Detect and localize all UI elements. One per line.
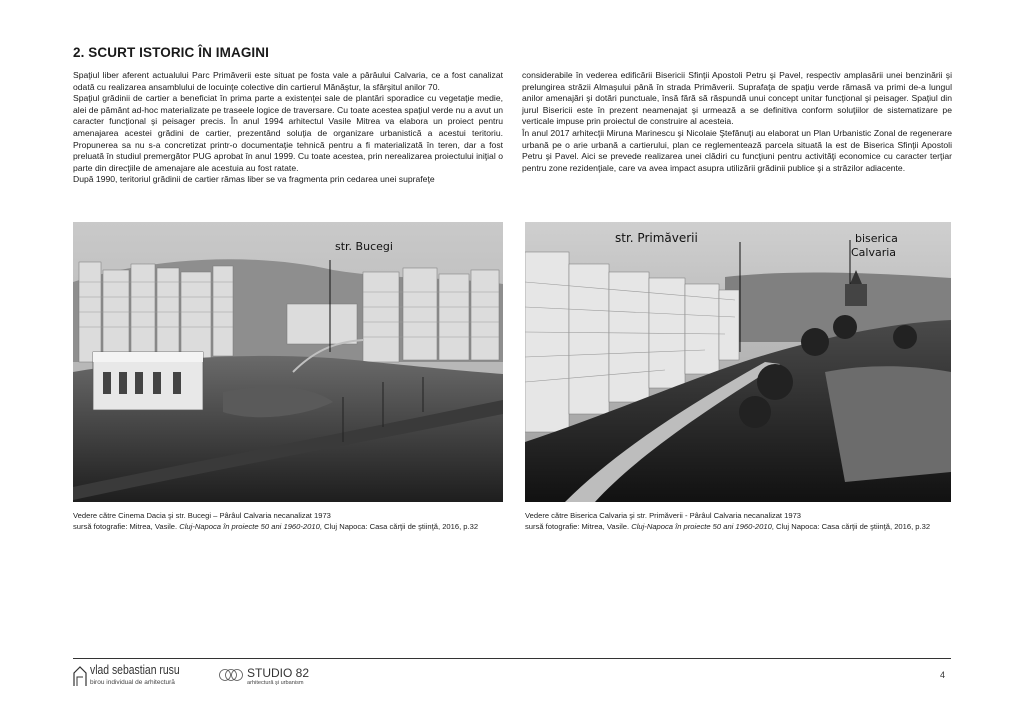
label-str-primaverii: str. Primăverii (615, 231, 698, 245)
caption-right-title: Vedere către Biserica Calvaria şi str. Primăverii - Pârâul Calvaria necanalizat 1973 (525, 511, 802, 520)
text-column-right: considerabile în vederea edificării Bisericii Sfinţii Apostoli Petru şi Pavel, respectiv amplasării unei benzinării şi prelungirea străzii Almaşului până în strada Primăverii. Suprafaţa de spaţiu verde rămasă va primi de-a lungul anilor amenajări şi dotări punctuale, însă fără să răspundă unui concept unitar funcţional şi peisager. Spaţiul din jurul Bisericii este în prezent neamenajat şi urmează a se definitiva conform soluţiilor de sistematizare pe verticale impuse prin proiectul de construire al acesteia. În anul 2017 arhitecţii Miruna Marinescu şi Nicolaie Ştefănuţi au elaborat un Plan Urbanistic Zonal de regenerare urbană pe o arie urbană a cartierului, plan ce reglementează parcela situată la est de Biserica Sfinţii Apostoli Petru şi Pavel. Aici se prevede realizarea unei clădiri cu funcţiuni pentru activităţi economice cu caracter terţiar pentru zone rezidenţiale, care va avea impact asupra utilizării grădinii publice şi a străzilor adiacente. (522, 70, 952, 173)
caption-right-prefix: sursă fotografie: Mitrea, Vasile. (525, 522, 632, 531)
caption-right-book: Cluj-Napoca în proiecte 50 ani 1960-2010 (631, 522, 772, 531)
caption-right-source (525, 521, 965, 532)
photo-cinema-dacia (73, 222, 503, 502)
caption-left-book: Cluj-Napoca în proiecte 50 ani 1960-2010 (179, 522, 320, 531)
caption-left-title: Vedere către Cinema Dacia şi str. Bucegi – Pârâul Calvaria necanalizat 1973 (73, 511, 331, 520)
label-str-bucegi: str. Bucegi (335, 240, 393, 253)
studio-logo (218, 663, 328, 691)
circles-logo-icon (218, 668, 244, 682)
caption-left (73, 510, 513, 532)
page-number: 4 (940, 670, 946, 680)
author-subtitle: birou individual de arhitectură (90, 679, 175, 686)
label-biserica: biserica (855, 232, 898, 245)
studio-subtitle: arhitectură şi urbanism (247, 680, 304, 686)
photo-biserica-calvaria-image (525, 222, 951, 502)
house-logo-icon (73, 665, 87, 687)
author-name: vlad sebastian rusu (90, 662, 180, 677)
caption-left-prefix: sursă fotografie: Mitrea, Vasile. (73, 522, 180, 531)
text-column-left: Spaţiul liber aferent actualului Parc Primăverii este situat pe fosta vale a pârâului Calvaria, ce a fost canalizat odată cu realizarea ansamblului de locuinţe colective din cartierul Mănăştur, la sfârşitul anilor 70. Spaţiul grădinii de cartier a beneficiat în prima parte a existenţei sale de plantări sporadice cu vegetaţie medie, alei de pământ ad-hoc materializate pe traseele logice de traversare. Cu toate acestea spaţiul verde nu a avut un caracter funcţional şi peisager precis. În anul 1994 arhitectul Vasile Mitrea va elabora un proiect pentru amenajarea acestei grădini de cartier, prezentând soluţia de organizare urbanistică a acestui teritoriu. Propunerea sa nu s-a concretizat printr-o documentaţie tehnică pentru a fi materializată în teren, dar a fost preluată în studiul premergător PUG aprobat în anul 1999. Cu toate acestea, prin nerealizarea proiectului iniţial o parte din direcţiile de amenajare ale acestuia au fost ratate. După 1990, teritoriul grădinii de cartier rămas liber se va fragmenta prin cedarea unei suprafeţe (73, 70, 503, 185)
studio-name: STUDIO 82 (247, 666, 310, 680)
photo-biserica-calvaria (525, 222, 951, 502)
section-heading: 2. SCURT ISTORIC ÎN IMAGINI (73, 45, 269, 60)
caption-right (525, 510, 965, 532)
footer-divider (73, 658, 951, 659)
caption-right-suffix: , Cluj Napoca: Casa cărţii de ştiinţă, 2016, p.32 (771, 522, 931, 531)
photo-cinema-dacia-image (73, 222, 503, 502)
author-logo (73, 663, 213, 691)
caption-left-source (73, 521, 513, 532)
label-calvaria: Calvaria (851, 246, 897, 259)
caption-left-suffix: , Cluj Napoca: Casa cărţii de ştiinţă, 2016, p.32 (319, 522, 479, 531)
